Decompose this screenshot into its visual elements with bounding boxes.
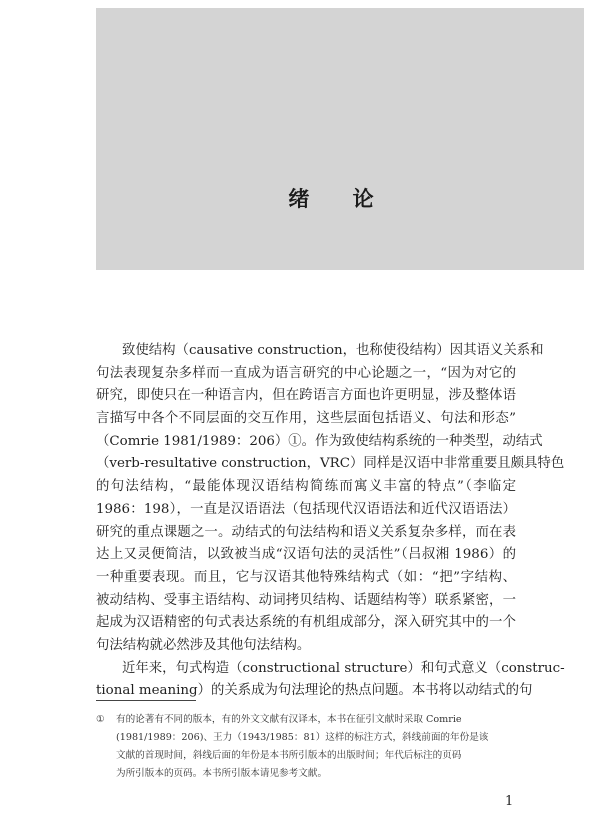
page-number: 1 xyxy=(505,794,514,809)
body-line: 1986：198），一直是汉语语法（包括现代汉语语法和近代汉语语法） xyxy=(96,501,516,517)
footnote-line: 为所引版本的页码。本书所引版本请见参考文献。 xyxy=(116,768,328,779)
body-line: 研究，即使只在一种语言内，但在跨语言方面也许更明显，涉及整体语 xyxy=(96,388,516,404)
footnote-line: 文献的首现时间，斜线后面的年份是本书所引版本的出版时间；年代后标注的页码 xyxy=(116,750,462,761)
footnote-line: (1981/1989：206)、王力（1943/1985：81）这样的标注方式，斜线前面的年份是该 xyxy=(116,732,489,743)
footnote-line xyxy=(96,711,520,729)
footnote-text: 有的论著有不同的版本，有的外文文献有汉译本，本书在征引文献时采取 Comrie xyxy=(116,714,462,725)
body-line: 句法结构就必然涉及其他句法结构。 xyxy=(96,637,311,653)
footnote-marker: ① xyxy=(96,714,105,725)
chapter-title: 绪 论 xyxy=(288,187,392,211)
body-line: 的句法结构，“最能体现汉语结构简练而寓义丰富的特点”（李临定 xyxy=(96,479,516,495)
body-line: （Comrie 1981/1989：206）①。作为致使结构系统的一种类型，动结式 xyxy=(96,433,543,449)
body-line: 句法表现复杂多样而一直成为语言研究的中心论题之一，“因为对它的 xyxy=(96,365,516,381)
footnote-divider xyxy=(96,700,196,701)
body-line: 致使结构（causative construction，也称使役结构）因其语义关系和 xyxy=(122,343,544,358)
body-line: （verb-resultative construction，VRC）同样是汉语中非常重要且颇具特色 xyxy=(96,456,565,472)
body-line: 研究的重点课题之一。动结式的句法结构和语义关系复杂多样，而在表 xyxy=(96,524,516,540)
body-line: 达上又灵便简洁，以致被当成“汉语句法的灵活性”（吕叔湘 1986）的 xyxy=(96,547,516,563)
body-line: 一种重要表现。而且，它与汉语其他特殊结构式（如：“把”字结构、 xyxy=(96,569,516,585)
body-text xyxy=(96,340,565,703)
footnote xyxy=(96,711,520,783)
chapter-title-block xyxy=(96,8,584,270)
body-line: 近年来，句式构造（constructional structure）和句式意义（construc- xyxy=(122,660,565,676)
body-line: 起成为汉语精密的句式表达系统的有机组成部分，深入研究其中的一个 xyxy=(96,615,516,631)
body-line: 言描写中各个不同层面的交互作用，这些层面包括语义、句法和形态” xyxy=(96,411,516,427)
body-line: tional meaning）的关系成为句法理论的热点问题。本书将以动结式的句 xyxy=(96,683,533,699)
body-line: 被动结构、受事主语结构、动词拷贝结构、话题结构等）联系紧密，一 xyxy=(96,592,516,608)
